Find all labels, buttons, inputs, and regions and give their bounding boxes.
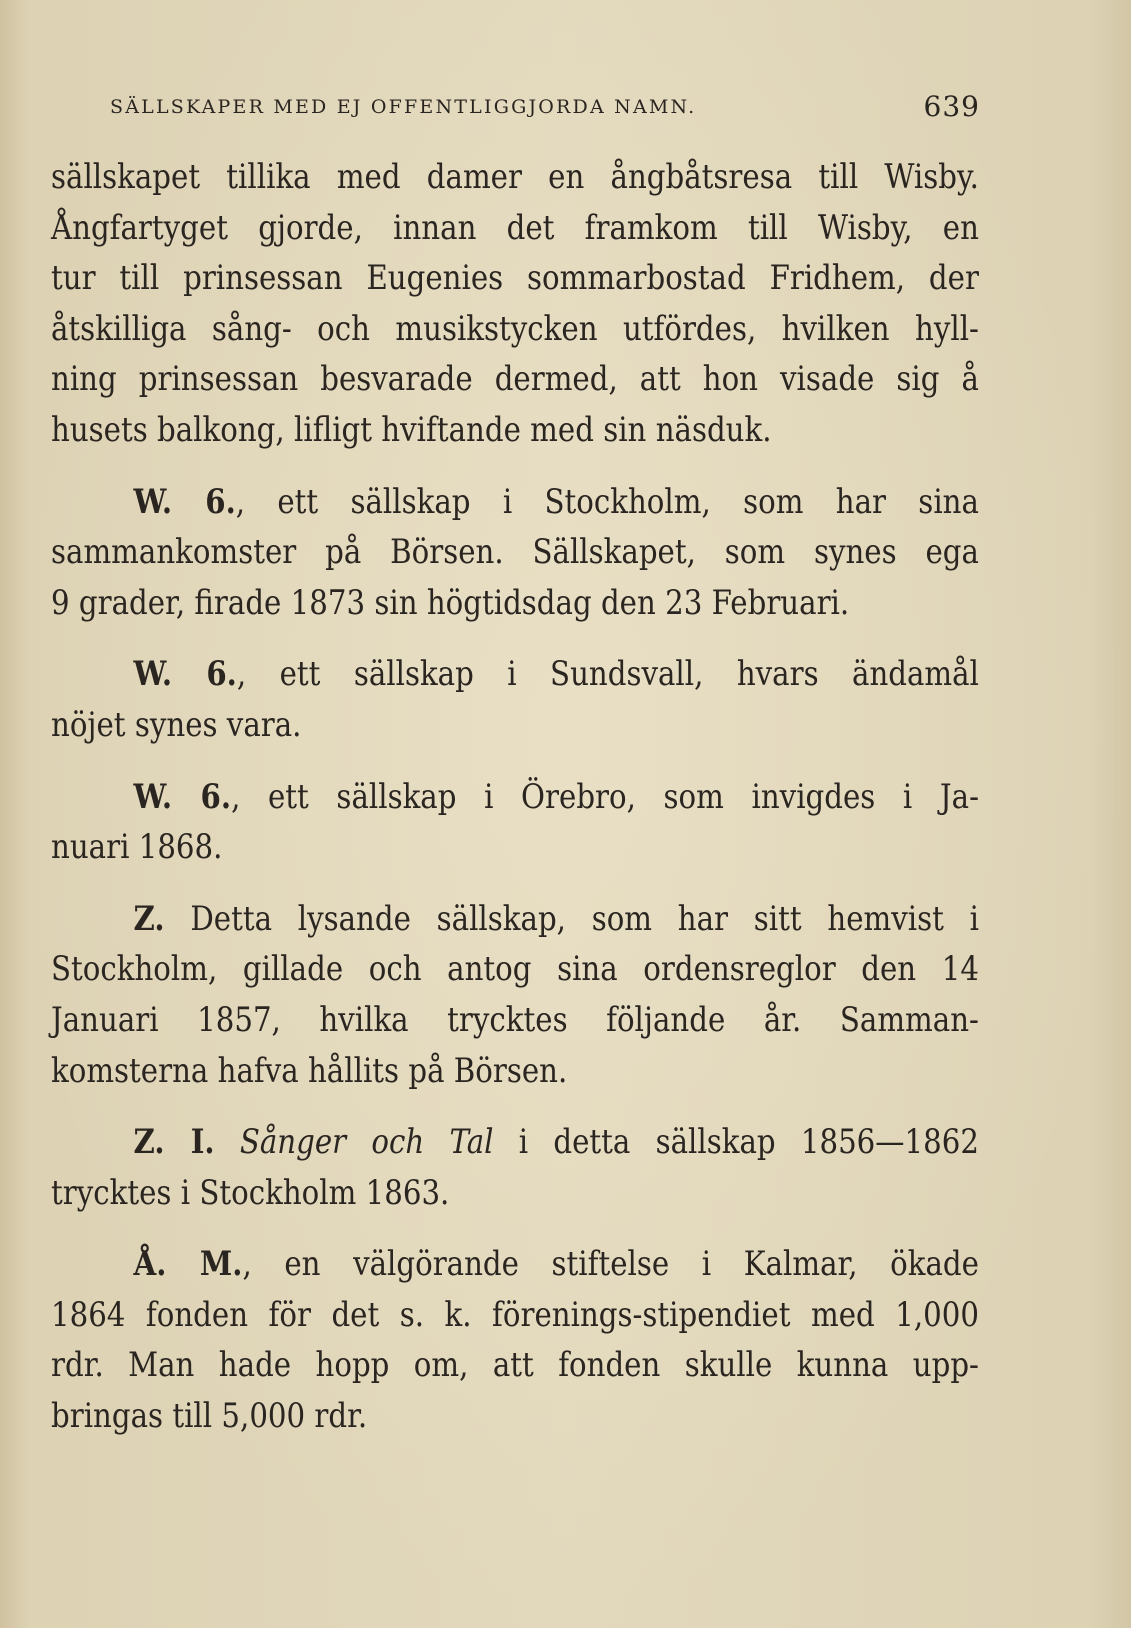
entry-text: , ett sällskap i Sundsvall, hvars ändamål [236,654,979,695]
entry-heading: W. 6. [133,481,236,522]
text-line [51,1117,979,1168]
text-line: nuari 1868. [51,827,223,868]
entry-text: , en välgörande stiftelse i Kalmar, ökade [242,1244,979,1285]
text-line [51,1239,979,1290]
entry-text: , ett sällskap i Örebro, som invigdes i Ja- [231,776,979,817]
entry-z-i [51,1117,979,1218]
text-line: Ångfartyget gjorde, innan det framkom till Wisby, en [51,207,979,248]
entry-heading: Z. I. [133,1122,215,1163]
entry-heading: W. 6. [133,776,232,817]
text-line [51,894,979,945]
text-line: bringas till 5,000 rdr. [51,1396,368,1437]
text-line: åtskilliga sång- och musikstycken utfördes, hvilken hyll- [51,308,979,349]
text-line [51,772,979,823]
running-head: SÄLLSKAPER MED EJ OFFENTLIGGJORDA NAMN. [110,96,697,118]
entry-w6-sundsvall [51,649,979,750]
text-line: Stockholm, gillade och antog sina ordensreglor den 14 [51,949,979,990]
body-text [51,152,979,1442]
text-line: nöjet synes vara. [51,704,302,745]
text-line: Januari 1857, hvilka trycktes följande år. Samman- [51,999,979,1040]
text-line: sällskapet tillika med damer en ångbåtsresa till Wisby. [51,157,979,197]
paragraph-continuation [51,152,979,456]
text-line: trycktes i Stockholm 1863. [51,1172,450,1213]
entry-heading: W. 6. [133,654,237,695]
entry-heading: Z. [133,898,165,939]
book-title: Sånger och Tal [239,1122,494,1163]
text-line: 9 grader, firade 1873 sin högtidsdag den 23 Februari. [51,582,850,623]
page-header [110,90,980,126]
entry-text: i detta sällskap 1856—1862 [493,1122,979,1163]
text-line: 1864 fonden för det s. k. förenings-stipendiet med 1,000 [51,1294,979,1335]
entry-w6-stockholm [51,477,979,629]
text-line: komsterna hafva hållits på Börsen. [51,1050,568,1091]
entry-heading: Å. M. [133,1244,243,1285]
text-line [51,477,979,528]
text-line: husets balkong, lifligt hviftande med sin näsduk. [51,409,772,450]
text-line [51,649,979,700]
page-number: 639 [923,90,980,123]
text-line: rdr. Man hade hopp om, att fonden skulle kunna upp- [51,1345,979,1386]
text-line: tur till prinsessan Eugenies sommarbostad Fridhem, der [51,258,979,299]
entry-text: , ett sällskap i Stockholm, som har sina [235,481,979,522]
entry-w6-orebro [51,772,979,873]
entry-a-m [51,1239,979,1441]
entry-z [51,894,979,1096]
text-line: sammankomster på Börsen. Sällskapet, som synes ega [51,532,979,573]
text-line: ning prinsessan besvarade dermed, att hon visade sig å [51,359,979,400]
entry-text: Detta lysande sällskap, som har sitt hemvist i [164,898,979,939]
